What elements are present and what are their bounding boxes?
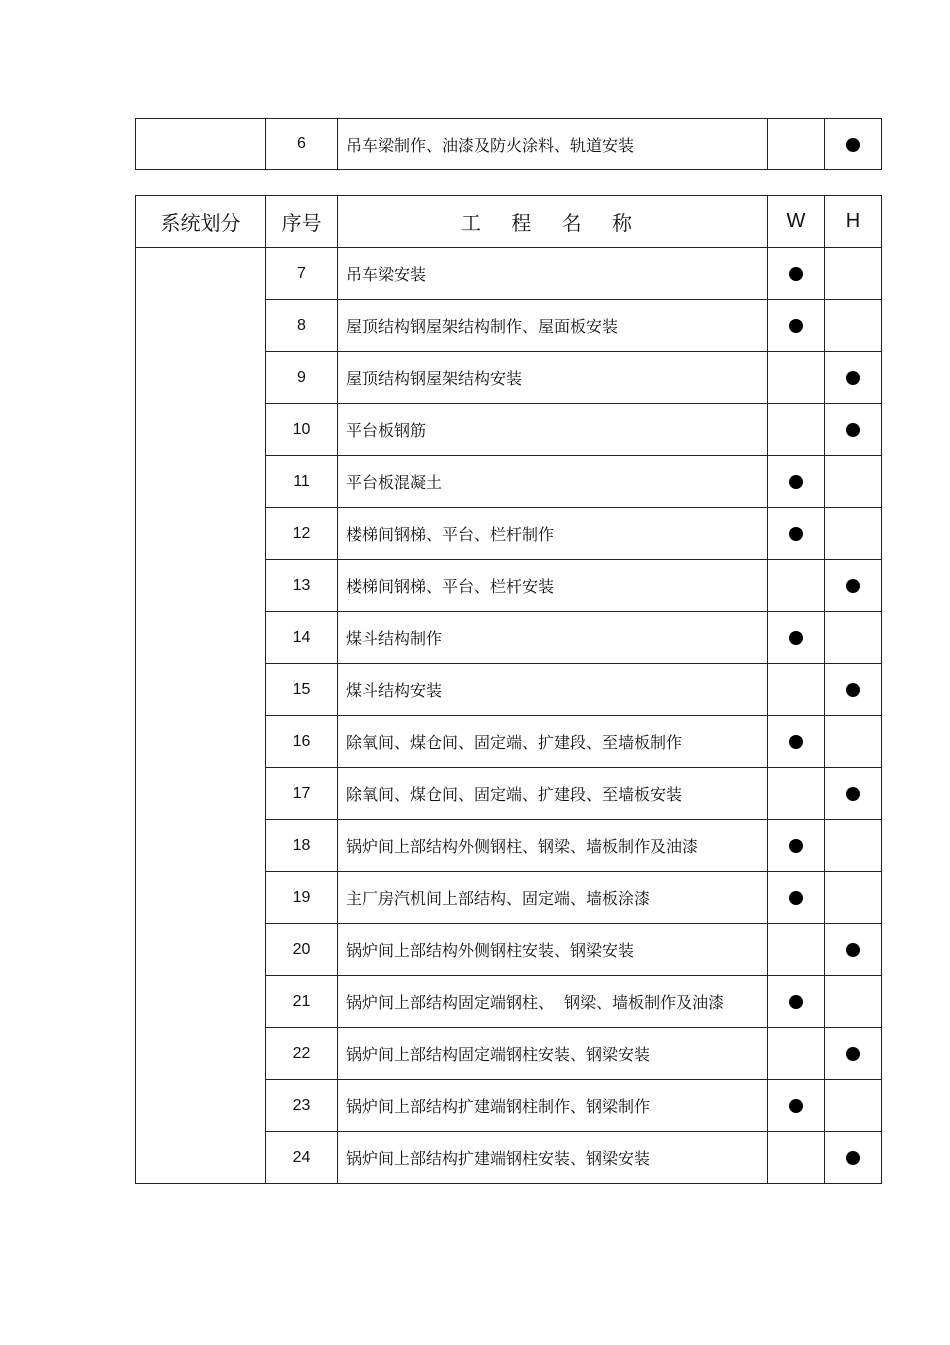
w-cell bbox=[768, 1028, 825, 1080]
project-name-cell: 屋顶结构钢屋架结构制作、屋面板安装 bbox=[338, 300, 768, 352]
filled-circle-icon bbox=[846, 423, 860, 437]
project-name-cell: 锅炉间上部结构固定端钢柱安装、钢梁安装 bbox=[338, 1028, 768, 1080]
project-name-cell: 锅炉间上部结构外侧钢柱安装、钢梁安装 bbox=[338, 924, 768, 976]
h-cell bbox=[825, 1080, 882, 1132]
seq-cell: 14 bbox=[266, 612, 338, 664]
h-cell bbox=[825, 456, 882, 508]
seq-cell: 24 bbox=[266, 1132, 338, 1184]
table-row bbox=[136, 119, 882, 170]
seq-cell: 7 bbox=[266, 248, 338, 300]
w-cell bbox=[768, 1132, 825, 1184]
project-name-cell: 主厂房汽机间上部结构、固定端、墙板涂漆 bbox=[338, 872, 768, 924]
filled-circle-icon bbox=[789, 735, 803, 749]
h-cell bbox=[825, 404, 882, 456]
h-cell bbox=[825, 352, 882, 404]
h-cell bbox=[825, 300, 882, 352]
w-cell bbox=[768, 612, 825, 664]
h-cell bbox=[825, 716, 882, 768]
h-cell bbox=[825, 248, 882, 300]
project-name-cell: 除氧间、煤仓间、固定端、扩建段、至墙板安装 bbox=[338, 768, 768, 820]
seq-cell: 21 bbox=[266, 976, 338, 1028]
w-cell bbox=[768, 664, 825, 716]
system-cell bbox=[136, 248, 266, 1184]
h-cell bbox=[825, 1028, 882, 1080]
project-name-cell: 锅炉间上部结构扩建端钢柱安装、钢梁安装 bbox=[338, 1132, 768, 1184]
w-cell bbox=[768, 872, 825, 924]
h-cell bbox=[825, 924, 882, 976]
continued-table-fragment bbox=[135, 118, 882, 170]
h-cell bbox=[825, 1132, 882, 1184]
w-cell bbox=[768, 456, 825, 508]
w-cell bbox=[768, 924, 825, 976]
filled-circle-icon bbox=[846, 787, 860, 801]
seq-cell: 12 bbox=[266, 508, 338, 560]
project-name-cell: 锅炉间上部结构外侧钢柱、钢梁、墙板制作及油漆 bbox=[338, 820, 768, 872]
header-seq: 序号 bbox=[266, 196, 338, 248]
w-cell bbox=[768, 820, 825, 872]
project-name-cell: 锅炉间上部结构扩建端钢柱制作、钢梁制作 bbox=[338, 1080, 768, 1132]
seq-cell: 22 bbox=[266, 1028, 338, 1080]
w-cell bbox=[768, 508, 825, 560]
seq-cell: 10 bbox=[266, 404, 338, 456]
seq-cell: 16 bbox=[266, 716, 338, 768]
w-cell bbox=[768, 119, 825, 170]
h-cell bbox=[825, 508, 882, 560]
system-cell bbox=[136, 119, 266, 170]
filled-circle-icon bbox=[789, 475, 803, 489]
seq-cell: 11 bbox=[266, 456, 338, 508]
filled-circle-icon bbox=[789, 319, 803, 333]
project-name-cell: 吊车梁安装 bbox=[338, 248, 768, 300]
filled-circle-icon bbox=[789, 631, 803, 645]
seq-cell: 13 bbox=[266, 560, 338, 612]
seq-cell: 23 bbox=[266, 1080, 338, 1132]
filled-circle-icon bbox=[789, 839, 803, 853]
header-project-name: 工 程 名 称 bbox=[338, 196, 768, 248]
project-name-cell: 平台板混凝土 bbox=[338, 456, 768, 508]
h-cell bbox=[825, 560, 882, 612]
h-cell bbox=[825, 872, 882, 924]
filled-circle-icon bbox=[846, 1047, 860, 1061]
table-header-row bbox=[136, 196, 882, 248]
w-cell bbox=[768, 768, 825, 820]
seq-cell: 19 bbox=[266, 872, 338, 924]
seq-cell: 17 bbox=[266, 768, 338, 820]
table-row bbox=[136, 248, 882, 300]
project-name-cell: 煤斗结构制作 bbox=[338, 612, 768, 664]
seq-cell: 6 bbox=[266, 119, 338, 170]
filled-circle-icon bbox=[789, 1099, 803, 1113]
w-cell bbox=[768, 300, 825, 352]
filled-circle-icon bbox=[846, 1151, 860, 1165]
w-cell bbox=[768, 404, 825, 456]
seq-cell: 15 bbox=[266, 664, 338, 716]
h-cell bbox=[825, 119, 882, 170]
project-name-cell: 楼梯间钢梯、平台、栏杆制作 bbox=[338, 508, 768, 560]
header-w: W bbox=[768, 196, 825, 248]
filled-circle-icon bbox=[789, 267, 803, 281]
header-h: H bbox=[825, 196, 882, 248]
project-name-cell: 平台板钢筋 bbox=[338, 404, 768, 456]
w-cell bbox=[768, 248, 825, 300]
w-cell bbox=[768, 352, 825, 404]
h-cell bbox=[825, 768, 882, 820]
w-cell bbox=[768, 1080, 825, 1132]
w-cell bbox=[768, 560, 825, 612]
inspection-points-table bbox=[135, 195, 882, 1184]
project-name-cell: 楼梯间钢梯、平台、栏杆安装 bbox=[338, 560, 768, 612]
filled-circle-icon bbox=[846, 683, 860, 697]
h-cell bbox=[825, 976, 882, 1028]
filled-circle-icon bbox=[789, 995, 803, 1009]
h-cell bbox=[825, 820, 882, 872]
h-cell bbox=[825, 664, 882, 716]
project-name-cell: 吊车梁制作、油漆及防火涂料、轨道安装 bbox=[338, 119, 768, 170]
project-name-cell: 除氧间、煤仓间、固定端、扩建段、至墙板制作 bbox=[338, 716, 768, 768]
filled-circle-icon bbox=[846, 371, 860, 385]
w-cell bbox=[768, 716, 825, 768]
filled-circle-icon bbox=[846, 943, 860, 957]
project-name-cell: 屋顶结构钢屋架结构安装 bbox=[338, 352, 768, 404]
project-name-cell: 煤斗结构安装 bbox=[338, 664, 768, 716]
filled-circle-icon bbox=[789, 527, 803, 541]
header-system: 系统划分 bbox=[136, 196, 266, 248]
seq-cell: 9 bbox=[266, 352, 338, 404]
seq-cell: 18 bbox=[266, 820, 338, 872]
w-cell bbox=[768, 976, 825, 1028]
filled-circle-icon bbox=[846, 138, 860, 152]
filled-circle-icon bbox=[846, 579, 860, 593]
project-name-cell: 锅炉间上部结构固定端钢柱、 钢梁、墙板制作及油漆 bbox=[338, 976, 768, 1028]
seq-cell: 8 bbox=[266, 300, 338, 352]
h-cell bbox=[825, 612, 882, 664]
seq-cell: 20 bbox=[266, 924, 338, 976]
filled-circle-icon bbox=[789, 891, 803, 905]
